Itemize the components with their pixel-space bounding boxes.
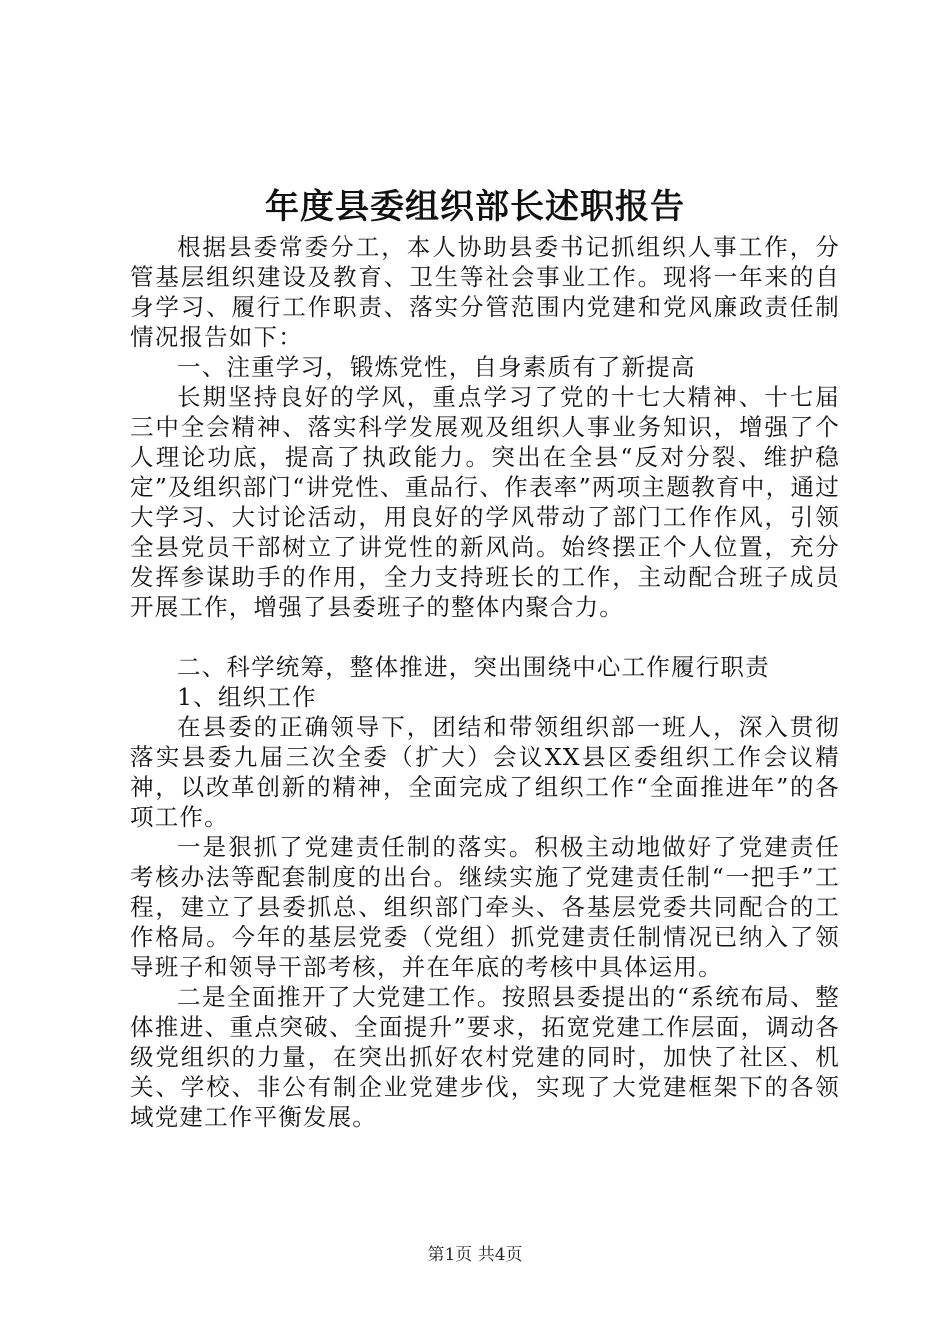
organization-paragraph: 在县委的正确领导下，团结和带领组织部一班人，深入贯彻落实县委九届三次全委（扩大）会议XX县区委组织工作会议精神，以改革创新的精神，全面完成了组织工作“全面推进年”的各项工作。: [130, 713, 840, 831]
section-heading-2: 二、科学统筹，整体推进，突出围绕中心工作履行职责: [177, 653, 770, 681]
responsibility-paragraph: 一是狠抓了党建责任制的落实。积极主动地做好了党建责任考核办法等配套制度的出台。继续实施了党建责任制“一把手”工程，建立了县委抓总、组织部门牵头、各基层党委共同配合的工作格局。今年的基层党委（党组）抓党建责任制情况已纳入了领导班子和领导干部考核，并在年底的考核中具体运用。: [130, 833, 840, 981]
party-building-paragraph: 二是全面推开了大党建工作。按照县委提出的“系统布局、整体推进、重点突破、全面提升”要求，拓宽党建工作层面，调动各级党组织的力量，在突出抓好农村党建的同时，加快了社区、机关、学校、非公有制企业党建步伐，实现了大党建框架下的各领域党建工作平衡发展。: [130, 983, 840, 1131]
document-title: 年度县委组织部长述职报告: [265, 187, 685, 227]
document-body: [130, 232, 840, 1132]
section-heading-1: 一、注重学习，锻炼党性，自身素质有了新提高: [177, 353, 696, 381]
study-paragraph: 长期坚持良好的学风，重点学习了党的十七大精神、十七届三中全会精神、落实科学发展观及组织人事业务知识，增强了个人理论功底，提高了执政能力。突出在全县“反对分裂、维护稳定”及组织部门“讲党性、重品行、作表率”两项主题教育中，通过大学习、大讨论活动，用良好的学风带动了部门工作作风，引领全县党员干部树立了讲党性的新风尚。始终摆正个人位置，充分发挥参谋助手的作用，全力支持班长的工作，主动配合班子成员开展工作，增强了县委班子的整体内聚合力。: [130, 383, 840, 621]
intro-paragraph: 根据县委常委分工，本人协助县委书记抓组织人事工作，分管基层组织建设及教育、卫生等社会事业工作。现将一年来的自身学习、履行工作职责、落实分管范围内党建和党风廉政责任制情况报告如下：: [130, 233, 840, 351]
subsection-heading-organization: 1、组织工作: [177, 683, 317, 711]
page-number: 第1页 共4页: [427, 1245, 523, 1265]
